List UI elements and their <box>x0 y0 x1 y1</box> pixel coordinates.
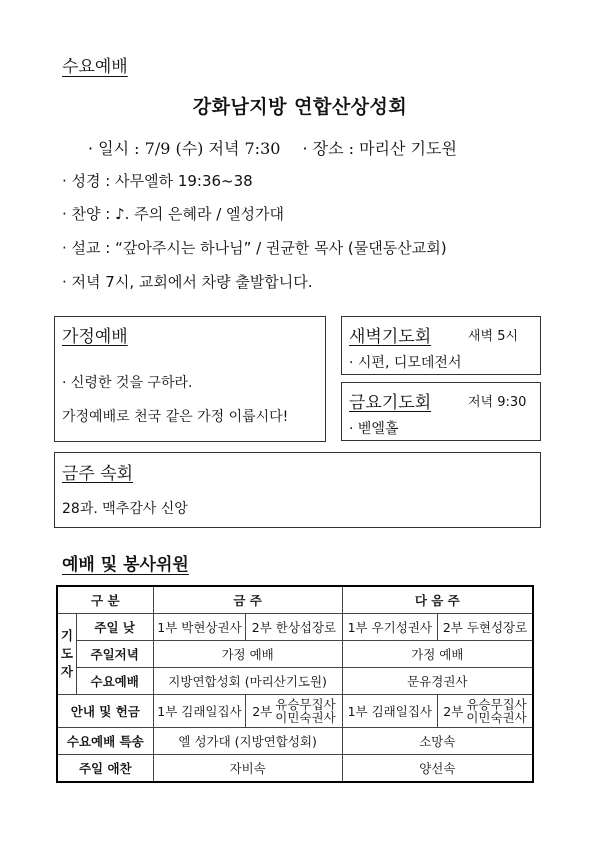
family-worship-box <box>54 316 326 442</box>
cell: 가정 예배 <box>342 641 533 668</box>
friday-prayer-box <box>341 382 541 441</box>
table-row <box>57 755 533 783</box>
table-header-row <box>57 586 533 614</box>
event-datetime-line <box>88 136 457 159</box>
family-worship-title: 가정예배 <box>62 327 128 347</box>
cell-part <box>466 698 526 724</box>
friday-prayer-time: 저녁 9:30 <box>468 395 527 410</box>
family-worship-line1: · 신령한 것을 구하라. <box>62 375 193 391</box>
cell-part: 이민숙권사 <box>275 710 336 725</box>
event-datetime: · 일시 : 7/9 (수) 저녁 7:30 <box>88 139 281 158</box>
cell: 소망속 <box>342 728 533 755</box>
cell-part: 2부 <box>443 703 464 719</box>
cell-part: 유승무집사 <box>466 697 527 712</box>
cell: 1부 박현상권사 <box>153 614 246 641</box>
row-label-wednesday: 수요예배 <box>76 668 153 695</box>
cell-part <box>275 698 335 724</box>
cell: 2부 두현성장로 <box>438 614 533 641</box>
dawn-prayer-box <box>341 316 541 375</box>
service-staff-table <box>56 585 534 783</box>
service-staff-title: 예배 및 봉사위원 <box>62 555 189 575</box>
cell <box>438 695 533 728</box>
dawn-prayer-content: · 시편, 디모데전서 <box>349 355 462 371</box>
cell: 문유경권사 <box>342 668 533 695</box>
friday-prayer-title: 금요기도회 <box>349 393 432 413</box>
friday-prayer-content: · 벧엘홀 <box>349 421 399 437</box>
prayer-group-char: 도 <box>60 646 73 661</box>
row-label-sunday-day: 주일 낮 <box>76 614 153 641</box>
cell: 양선속 <box>342 755 533 783</box>
prayer-group-label <box>57 614 76 695</box>
district-meeting-title: 금주 속회 <box>62 464 134 484</box>
table-row <box>57 668 533 695</box>
header-category: 구 분 <box>57 586 153 614</box>
cell: 2부 한상섭장로 <box>246 614 342 641</box>
row-label-sunday-snack: 주일 애찬 <box>57 755 153 783</box>
table-row <box>57 695 533 728</box>
table-row <box>57 614 533 641</box>
cell: 지방연합성회 (마리산기도원) <box>153 668 342 695</box>
cell: 자비속 <box>153 755 342 783</box>
district-meeting-box <box>54 452 541 528</box>
header-this-week: 금 주 <box>153 586 342 614</box>
header-next-week: 다 음 주 <box>342 586 533 614</box>
row-label-sunday-evening: 주일저녁 <box>76 641 153 668</box>
bus-notice-line: · 저녁 7시, 교회에서 차량 출발합니다. <box>62 273 313 291</box>
table-row <box>57 641 533 668</box>
cell <box>246 695 342 728</box>
family-worship-line2: 가정예배로 천국 같은 가정 이룹시다! <box>62 409 289 425</box>
row-label-wed-special: 수요예배 특송 <box>57 728 153 755</box>
prayer-group-char: 기 <box>60 628 73 643</box>
cell: 가정 예배 <box>153 641 342 668</box>
wednesday-section-title: 수요예배 <box>62 57 128 77</box>
cell: 1부 김래일집사 <box>342 695 437 728</box>
table-row <box>57 728 533 755</box>
district-meeting-content: 28과. 맥추감사 신앙 <box>62 501 188 517</box>
dawn-prayer-time: 새벽 5시 <box>468 329 519 344</box>
cell-part: 유승무집사 <box>275 697 336 712</box>
prayer-group-char: 자 <box>60 664 73 679</box>
scripture-line: · 성경 : 사무엘하 19:36~38 <box>62 172 253 190</box>
cell: 엘 성가대 (지방연합성회) <box>153 728 342 755</box>
cell: 1부 김래일집사 <box>153 695 246 728</box>
cell-part: 2부 <box>252 703 273 719</box>
cell: 1부 우기성권사 <box>342 614 437 641</box>
row-label-usher: 안내 및 헌금 <box>57 695 153 728</box>
event-title: 강화남지방 연합산상성회 <box>192 96 408 118</box>
cell-part: 이민숙권사 <box>466 710 527 725</box>
hymn-line: · 찬양 : ♪. 주의 은혜라 / 엘성가대 <box>62 205 284 223</box>
sermon-line: · 설교 : “갚아주시는 하나님” / 권균한 목사 (물댄동산교회) <box>62 239 447 257</box>
event-place: · 장소 : 마리산 기도원 <box>302 139 457 158</box>
dawn-prayer-title: 새벽기도회 <box>349 327 432 347</box>
